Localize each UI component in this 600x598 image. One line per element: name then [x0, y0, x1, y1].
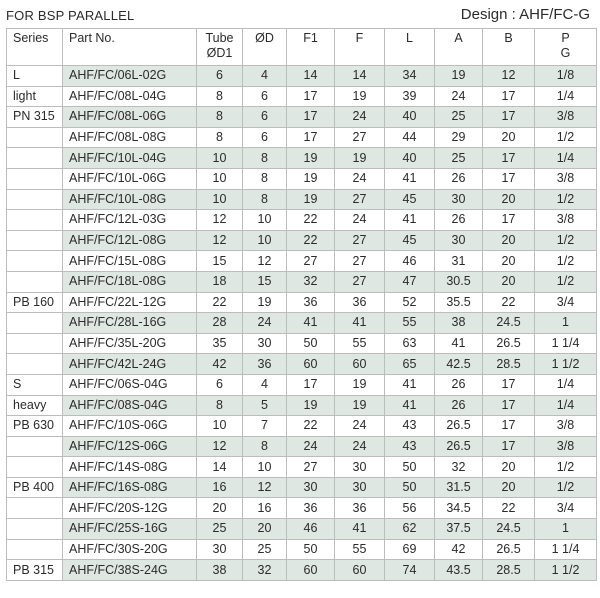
- cell-series: [7, 313, 63, 334]
- cell-l: 39: [385, 86, 435, 107]
- cell-f1: 27: [287, 457, 335, 478]
- col-header-p-line2: G: [560, 46, 571, 60]
- table-row: [7, 66, 597, 87]
- cell-f: 27: [335, 230, 385, 251]
- cell-g: 3/4: [535, 498, 597, 519]
- col-header-p-line1: P: [561, 31, 570, 45]
- cell-series: heavy: [7, 395, 63, 416]
- cell-l: 44: [385, 127, 435, 148]
- table-row: [7, 230, 597, 251]
- cell-f1: 50: [287, 539, 335, 560]
- cell-part: AHF/FC/35L-20G: [63, 333, 197, 354]
- table-row: [7, 313, 597, 334]
- cell-od: 8: [243, 168, 287, 189]
- cell-f1: 50: [287, 333, 335, 354]
- table-row: [7, 395, 597, 416]
- cell-tube: 10: [197, 189, 243, 210]
- col-header-b: B: [483, 29, 535, 66]
- cell-part: AHF/FC/10L-08G: [63, 189, 197, 210]
- cell-g: 1/4: [535, 374, 597, 395]
- cell-g: 1: [535, 519, 597, 540]
- cell-l: 65: [385, 354, 435, 375]
- cell-g: 3/8: [535, 107, 597, 128]
- cell-od: 6: [243, 127, 287, 148]
- cell-g: 1/2: [535, 127, 597, 148]
- cell-f: 30: [335, 457, 385, 478]
- cell-part: AHF/FC/15L-08G: [63, 251, 197, 272]
- cell-g: 1/4: [535, 86, 597, 107]
- cell-b: 20: [483, 230, 535, 251]
- cell-tube: 42: [197, 354, 243, 375]
- table-row: [7, 416, 597, 437]
- table-row: [7, 189, 597, 210]
- cell-part: AHF/FC/08L-08G: [63, 127, 197, 148]
- cell-a: 30: [435, 189, 483, 210]
- cell-b: 20: [483, 477, 535, 498]
- cell-a: 41: [435, 333, 483, 354]
- cell-tube: 12: [197, 210, 243, 231]
- cell-b: 20: [483, 271, 535, 292]
- cell-series: [7, 271, 63, 292]
- cell-f1: 60: [287, 560, 335, 581]
- cell-a: 30: [435, 230, 483, 251]
- cell-f: 24: [335, 210, 385, 231]
- table-row: [7, 477, 597, 498]
- cell-f: 41: [335, 519, 385, 540]
- cell-od: 10: [243, 230, 287, 251]
- cell-a: 35.5: [435, 292, 483, 313]
- cell-od: 36: [243, 354, 287, 375]
- cell-l: 50: [385, 457, 435, 478]
- cell-g: 3/8: [535, 168, 597, 189]
- cell-part: AHF/FC/38S-24G: [63, 560, 197, 581]
- cell-a: 26.5: [435, 436, 483, 457]
- cell-tube: 6: [197, 374, 243, 395]
- col-header-tube: [197, 29, 243, 66]
- table-row: [7, 271, 597, 292]
- cell-f: 24: [335, 168, 385, 189]
- cell-part: AHF/FC/06L-02G: [63, 66, 197, 87]
- cell-part: AHF/FC/08S-04G: [63, 395, 197, 416]
- cell-tube: 12: [197, 436, 243, 457]
- cell-f: 19: [335, 86, 385, 107]
- cell-f1: 30: [287, 477, 335, 498]
- cell-l: 55: [385, 313, 435, 334]
- cell-g: 1/4: [535, 395, 597, 416]
- cell-f: 24: [335, 436, 385, 457]
- cell-a: 43.5: [435, 560, 483, 581]
- cell-l: 74: [385, 560, 435, 581]
- cell-tube: 10: [197, 168, 243, 189]
- cell-a: 25: [435, 107, 483, 128]
- table-row: [7, 292, 597, 313]
- cell-f1: 27: [287, 251, 335, 272]
- cell-series: [7, 457, 63, 478]
- cell-series: PB 315: [7, 560, 63, 581]
- cell-b: 17: [483, 416, 535, 437]
- fittings-table: [6, 28, 597, 581]
- cell-series: [7, 251, 63, 272]
- table-row: [7, 86, 597, 107]
- cell-series: [7, 127, 63, 148]
- cell-part: AHF/FC/10L-06G: [63, 168, 197, 189]
- cell-f1: 19: [287, 395, 335, 416]
- cell-od: 8: [243, 148, 287, 169]
- cell-tube: 30: [197, 539, 243, 560]
- table-row: [7, 519, 597, 540]
- cell-f: 24: [335, 107, 385, 128]
- cell-l: 41: [385, 168, 435, 189]
- cell-od: 7: [243, 416, 287, 437]
- table-row: [7, 374, 597, 395]
- cell-b: 20: [483, 189, 535, 210]
- table-title-left: FOR BSP PARALLEL: [6, 8, 135, 23]
- cell-tube: 10: [197, 148, 243, 169]
- cell-a: 19: [435, 66, 483, 87]
- cell-f: 55: [335, 333, 385, 354]
- table-body: [7, 66, 597, 581]
- cell-a: 26: [435, 374, 483, 395]
- cell-od: 4: [243, 374, 287, 395]
- cell-part: AHF/FC/25S-16G: [63, 519, 197, 540]
- cell-g: 1 1/4: [535, 539, 597, 560]
- cell-od: 6: [243, 86, 287, 107]
- cell-a: 42: [435, 539, 483, 560]
- cell-g: 1/2: [535, 251, 597, 272]
- cell-b: 17: [483, 148, 535, 169]
- cell-series: PN 315: [7, 107, 63, 128]
- table-row: [7, 498, 597, 519]
- cell-od: 10: [243, 457, 287, 478]
- cell-series: [7, 498, 63, 519]
- cell-od: 16: [243, 498, 287, 519]
- cell-a: 42.5: [435, 354, 483, 375]
- cell-b: 17: [483, 436, 535, 457]
- cell-f1: 17: [287, 374, 335, 395]
- cell-f1: 17: [287, 86, 335, 107]
- cell-f: 36: [335, 498, 385, 519]
- table-row: [7, 107, 597, 128]
- cell-part: AHF/FC/08L-06G: [63, 107, 197, 128]
- cell-l: 45: [385, 230, 435, 251]
- cell-f1: 32: [287, 271, 335, 292]
- cell-g: 1/2: [535, 477, 597, 498]
- cell-part: AHF/FC/18L-08G: [63, 271, 197, 292]
- cell-series: [7, 354, 63, 375]
- cell-f1: 17: [287, 127, 335, 148]
- cell-b: 24.5: [483, 313, 535, 334]
- cell-f: 27: [335, 271, 385, 292]
- cell-f: 24: [335, 416, 385, 437]
- cell-tube: 18: [197, 271, 243, 292]
- cell-tube: 15: [197, 251, 243, 272]
- cell-series: [7, 436, 63, 457]
- cell-f1: 60: [287, 354, 335, 375]
- cell-g: 1 1/2: [535, 354, 597, 375]
- col-header-f: F: [335, 29, 385, 66]
- cell-a: 31.5: [435, 477, 483, 498]
- cell-part: AHF/FC/30S-20G: [63, 539, 197, 560]
- cell-a: 38: [435, 313, 483, 334]
- cell-od: 4: [243, 66, 287, 87]
- cell-f1: 41: [287, 313, 335, 334]
- cell-b: 20: [483, 251, 535, 272]
- cell-f1: 19: [287, 189, 335, 210]
- cell-l: 41: [385, 210, 435, 231]
- cell-tube: 8: [197, 127, 243, 148]
- cell-series: [7, 148, 63, 169]
- cell-a: 30.5: [435, 271, 483, 292]
- cell-a: 25: [435, 148, 483, 169]
- cell-series: [7, 519, 63, 540]
- cell-b: 17: [483, 86, 535, 107]
- cell-series: [7, 189, 63, 210]
- cell-tube: 8: [197, 107, 243, 128]
- cell-od: 5: [243, 395, 287, 416]
- cell-l: 34: [385, 66, 435, 87]
- cell-b: 17: [483, 395, 535, 416]
- cell-g: 1/2: [535, 230, 597, 251]
- cell-f: 27: [335, 189, 385, 210]
- cell-l: 62: [385, 519, 435, 540]
- cell-od: 8: [243, 189, 287, 210]
- cell-g: 1/2: [535, 457, 597, 478]
- cell-part: AHF/FC/28L-16G: [63, 313, 197, 334]
- cell-a: 26: [435, 395, 483, 416]
- cell-f: 60: [335, 354, 385, 375]
- cell-f1: 14: [287, 66, 335, 87]
- cell-g: 1: [535, 313, 597, 334]
- cell-b: 22: [483, 292, 535, 313]
- cell-part: AHF/FC/12L-03G: [63, 210, 197, 231]
- cell-f: 14: [335, 66, 385, 87]
- cell-f: 41: [335, 313, 385, 334]
- cell-series: PB 160: [7, 292, 63, 313]
- cell-part: AHF/FC/12L-08G: [63, 230, 197, 251]
- col-header-f1: F1: [287, 29, 335, 66]
- col-header-tube-line1: Tube: [205, 31, 234, 45]
- table-row: [7, 560, 597, 581]
- cell-l: 46: [385, 251, 435, 272]
- table-row: [7, 148, 597, 169]
- cell-od: 6: [243, 107, 287, 128]
- cell-tube: 10: [197, 416, 243, 437]
- table-header-row: [7, 29, 597, 66]
- cell-part: AHF/FC/22L-12G: [63, 292, 197, 313]
- cell-b: 17: [483, 210, 535, 231]
- cell-f1: 19: [287, 148, 335, 169]
- cell-l: 69: [385, 539, 435, 560]
- table-row: [7, 436, 597, 457]
- cell-a: 34.5: [435, 498, 483, 519]
- cell-g: 1/2: [535, 189, 597, 210]
- cell-tube: 35: [197, 333, 243, 354]
- cell-od: 15: [243, 271, 287, 292]
- cell-f1: 22: [287, 230, 335, 251]
- cell-l: 47: [385, 271, 435, 292]
- cell-b: 20: [483, 127, 535, 148]
- cell-g: 1/8: [535, 66, 597, 87]
- cell-part: AHF/FC/20S-12G: [63, 498, 197, 519]
- cell-b: 26.5: [483, 539, 535, 560]
- cell-a: 24: [435, 86, 483, 107]
- cell-f1: 22: [287, 210, 335, 231]
- cell-g: 3/4: [535, 292, 597, 313]
- cell-part: AHF/FC/42L-24G: [63, 354, 197, 375]
- cell-f: 30: [335, 477, 385, 498]
- cell-od: 30: [243, 333, 287, 354]
- cell-g: 3/8: [535, 210, 597, 231]
- cell-tube: 12: [197, 230, 243, 251]
- cell-l: 41: [385, 395, 435, 416]
- table-row: [7, 251, 597, 272]
- cell-tube: 8: [197, 395, 243, 416]
- cell-g: 1 1/4: [535, 333, 597, 354]
- cell-tube: 25: [197, 519, 243, 540]
- col-header-od: ØD: [243, 29, 287, 66]
- cell-a: 26: [435, 168, 483, 189]
- cell-series: PB 400: [7, 477, 63, 498]
- cell-series: S: [7, 374, 63, 395]
- cell-part: AHF/FC/12S-06G: [63, 436, 197, 457]
- cell-b: 17: [483, 374, 535, 395]
- cell-b: 12: [483, 66, 535, 87]
- cell-l: 41: [385, 374, 435, 395]
- cell-tube: 16: [197, 477, 243, 498]
- cell-g: 3/8: [535, 436, 597, 457]
- cell-od: 19: [243, 292, 287, 313]
- cell-part: AHF/FC/08L-04G: [63, 86, 197, 107]
- cell-a: 32: [435, 457, 483, 478]
- design-title: Design : AHF/FC-G: [460, 6, 590, 23]
- cell-series: [7, 168, 63, 189]
- cell-b: 17: [483, 107, 535, 128]
- table-row: [7, 457, 597, 478]
- cell-f: 27: [335, 251, 385, 272]
- table-row: [7, 354, 597, 375]
- cell-tube: 38: [197, 560, 243, 581]
- cell-f: 19: [335, 374, 385, 395]
- table-row: [7, 127, 597, 148]
- cell-a: 37.5: [435, 519, 483, 540]
- cell-l: 50: [385, 477, 435, 498]
- cell-od: 32: [243, 560, 287, 581]
- cell-od: 10: [243, 210, 287, 231]
- table-row: [7, 539, 597, 560]
- cell-series: PB 630: [7, 416, 63, 437]
- col-header-l: L: [385, 29, 435, 66]
- cell-part: AHF/FC/06S-04G: [63, 374, 197, 395]
- cell-od: 25: [243, 539, 287, 560]
- cell-tube: 8: [197, 86, 243, 107]
- cell-f1: 24: [287, 436, 335, 457]
- cell-l: 43: [385, 416, 435, 437]
- cell-l: 40: [385, 107, 435, 128]
- cell-f1: 36: [287, 498, 335, 519]
- cell-f1: 19: [287, 168, 335, 189]
- cell-b: 26.5: [483, 333, 535, 354]
- cell-tube: 14: [197, 457, 243, 478]
- cell-l: 56: [385, 498, 435, 519]
- cell-a: 29: [435, 127, 483, 148]
- cell-od: 20: [243, 519, 287, 540]
- cell-g: 1 1/2: [535, 560, 597, 581]
- cell-tube: 6: [197, 66, 243, 87]
- cell-b: 17: [483, 168, 535, 189]
- cell-part: AHF/FC/10S-06G: [63, 416, 197, 437]
- cell-series: [7, 230, 63, 251]
- cell-od: 12: [243, 251, 287, 272]
- cell-l: 52: [385, 292, 435, 313]
- cell-tube: 20: [197, 498, 243, 519]
- col-header-part-no: Part No.: [63, 29, 197, 66]
- table-row: [7, 333, 597, 354]
- cell-series: [7, 539, 63, 560]
- cell-f1: 22: [287, 416, 335, 437]
- cell-part: AHF/FC/16S-08G: [63, 477, 197, 498]
- cell-b: 24.5: [483, 519, 535, 540]
- cell-a: 31: [435, 251, 483, 272]
- cell-f: 60: [335, 560, 385, 581]
- cell-b: 28.5: [483, 354, 535, 375]
- cell-tube: 28: [197, 313, 243, 334]
- cell-g: 1/4: [535, 148, 597, 169]
- cell-f1: 36: [287, 292, 335, 313]
- cell-od: 8: [243, 436, 287, 457]
- cell-f1: 46: [287, 519, 335, 540]
- cell-g: 1/2: [535, 271, 597, 292]
- cell-l: 40: [385, 148, 435, 169]
- cell-od: 24: [243, 313, 287, 334]
- cell-f: 27: [335, 127, 385, 148]
- cell-series: [7, 333, 63, 354]
- cell-f1: 17: [287, 107, 335, 128]
- col-header-a: A: [435, 29, 483, 66]
- cell-f: 19: [335, 148, 385, 169]
- cell-series: L: [7, 66, 63, 87]
- table-row: [7, 210, 597, 231]
- cell-a: 26.5: [435, 416, 483, 437]
- cell-part: AHF/FC/14S-08G: [63, 457, 197, 478]
- cell-f: 19: [335, 395, 385, 416]
- cell-b: 22: [483, 498, 535, 519]
- cell-part: AHF/FC/10L-04G: [63, 148, 197, 169]
- cell-b: 20: [483, 457, 535, 478]
- cell-a: 26: [435, 210, 483, 231]
- cell-f: 55: [335, 539, 385, 560]
- cell-g: 3/8: [535, 416, 597, 437]
- col-header-series: Series: [7, 29, 63, 66]
- cell-f: 36: [335, 292, 385, 313]
- col-header-p: [535, 29, 597, 66]
- cell-l: 63: [385, 333, 435, 354]
- table-row: [7, 168, 597, 189]
- cell-od: 12: [243, 477, 287, 498]
- cell-b: 28.5: [483, 560, 535, 581]
- cell-tube: 22: [197, 292, 243, 313]
- cell-l: 43: [385, 436, 435, 457]
- cell-series: [7, 210, 63, 231]
- cell-series: light: [7, 86, 63, 107]
- col-header-tube-line2: ØD1: [206, 46, 233, 60]
- cell-l: 45: [385, 189, 435, 210]
